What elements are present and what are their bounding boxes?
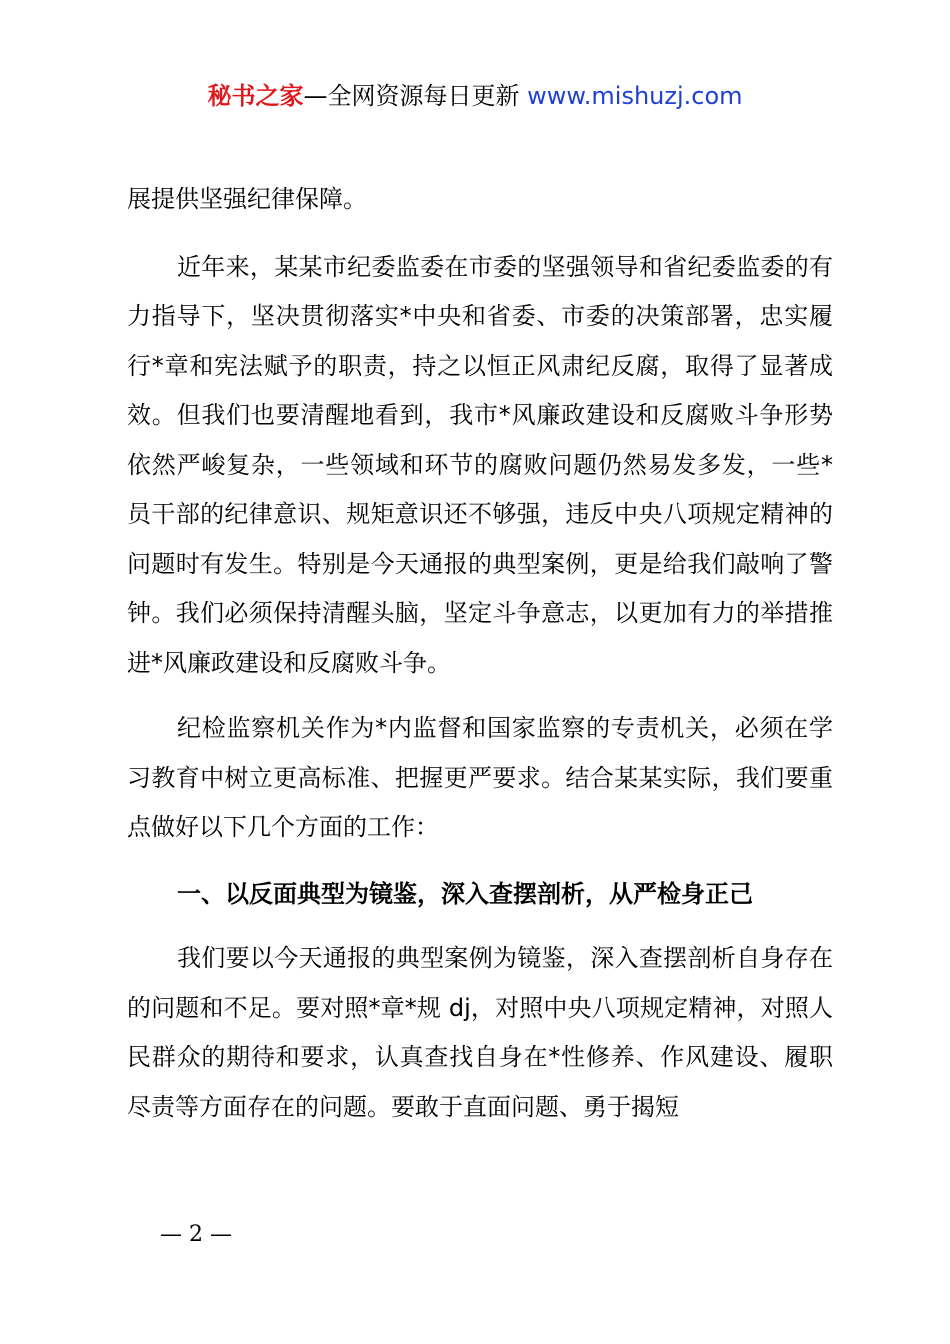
site-brand: 秘书之家 <box>207 82 304 110</box>
paragraph-situation: 近年来，某某市纪委监委在市委的坚强领导和省纪委监委的有力指导下，坚决贯彻落实*中央和省委、市委的决策部署，忠实履行*章和宪法赋予的职责，持之以恒正风肃纪反腐，取得了显著成效。但我们也要清醒地看到，我市*风廉政建设和反腐败斗争形势依然严峻复杂，一些领域和环节的腐败问题仍然易发多发，一些*员干部的纪律意识、规矩意识还不够强，违反中央八项规定精神的问题时有发生。特别是今天通报的典型案例，更是给我们敲响了警钟。我们必须保持清醒头脑，坚定斗争意志，以更加有力的举措推进*风廉政建设和反腐败斗争。 <box>127 252 833 677</box>
site-tagline: —全网资源每日更新 <box>303 82 528 110</box>
paragraph-continuation: 展提供坚强纪律保障。 <box>127 185 367 213</box>
page-number: — 2 — <box>160 1222 232 1247</box>
document-body <box>127 175 833 1148</box>
section-heading-one: 一、以反面典型为镜鉴，深入查摆剖析，从严检身正己 <box>177 878 753 908</box>
site-header <box>0 80 950 112</box>
paragraph-requirements: 纪检监察机关作为*内监督和国家监察的专责机关，必须在学习教育中树立更高标准、把握更严要求。结合某某实际，我们要重点做好以下几个方面的工作： <box>127 714 833 841</box>
site-url-link[interactable]: www.mishuzj.com <box>527 82 743 110</box>
paragraph-self-examination: 我们要以今天通报的典型案例为镜鉴，深入查摆剖析自身存在的问题和不足。要对照*章*规 dj，对照中央八项规定精神，对照人民群众的期待和要求，认真查找自身在*性修养、作风建设、履职尽责等方面存在的问题。要敢于直面问题、勇于揭短 <box>127 944 833 1121</box>
